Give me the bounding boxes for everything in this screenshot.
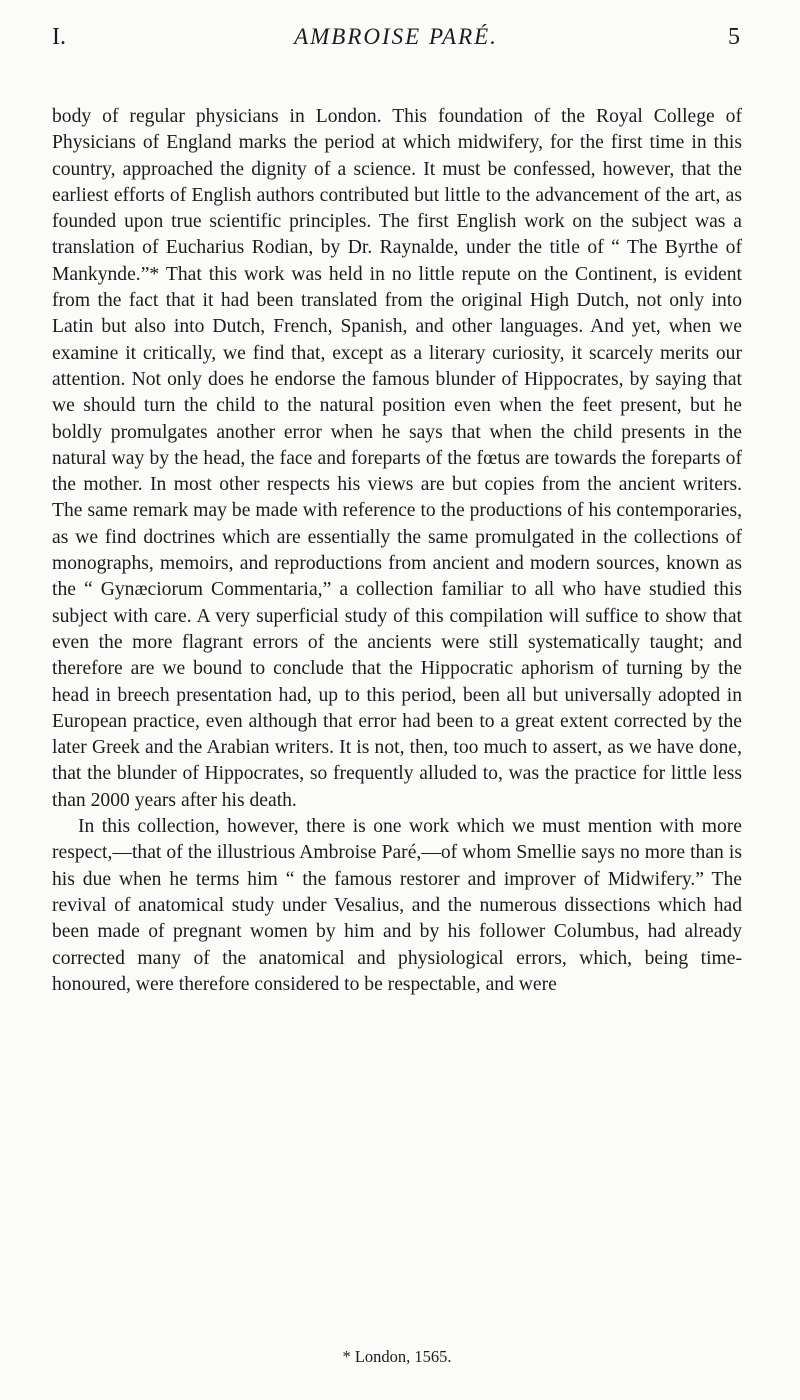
- running-head: [52, 24, 740, 64]
- page-number: 5: [728, 24, 740, 50]
- chapter-numeral: I.: [52, 24, 66, 50]
- paragraph-1: body of regular physicians in London. This foundation of the Royal College of Physicians of England marks the period at which midwifery, for the first time in this country, approached the dignity of a science. It must be confessed, however, that the earliest efforts of English authors contributed but little to the advancement of the art, as founded upon true scientific principles. The first English work on the subject was a translation of Eucharius Rodian, by Dr. Raynalde, under the title of “ The Byrthe of Mankynde.”* That this work was held in no little repute on the Continent, is evident from the fact that it had been translated from the original High Dutch, not only into Latin but also into Dutch, French, Spanish, and other languages. And yet, when we examine it critically, we find that, except as a literary curiosity, it scarcely merits our attention. Not only does he endorse the famous blunder of Hippocrates, by saying that we should turn the child to the natural position even when the feet present, but he boldly promulgates another error when he says that when the child presents in the natural way by the head, the face and foreparts of the fœtus are towards the foreparts of the mother. In most other respects his views are but copies from the ancient writers. The same remark may be made with reference to the productions of his contemporaries, as we find doctrines which are essentially the same promulgated in the collections of monographs, memoirs, and reproductions from ancient and modern sources, known as the “ Gynæciorum Commentaria,” a collection familiar to all who have studied this subject with care. A very superficial study of this compilation will suffice to show that even the more flagrant errors of the ancients were still systematically taught; and therefore are we bound to conclude that the Hippocratic aphorism of turning by the head in breech presentation had, up to this period, been all but universally adopted in European practice, even although that error had been to a great extent corrected by the later Greek and the Arabian writers. It is not, then, too much to assert, as we have done, that the blunder of Hippocrates, so frequently alluded to, was the practice for little less than 2000 years after his death.: [52, 106, 742, 811]
- paragraph-2: In this collection, however, there is one work which we must mention with more respect,—that of the illustrious Ambroise Paré,—of whom Smellie says no more than is his due when he terms him “ the famous restorer and improver of Midwifery.” The revival of anatomical study under Vesalius, and the numerous dissections which had been made of pregnant women by him and by his follower Columbus, had already corrected many of the anatomical and physiological errors, which, being time-honoured, were therefore considered to be respectable, and were: [52, 816, 742, 995]
- running-title: AMBROISE PARÉ.: [294, 24, 498, 49]
- body-text: [52, 104, 742, 998]
- footnote: * London, 1565.: [342, 1347, 452, 1366]
